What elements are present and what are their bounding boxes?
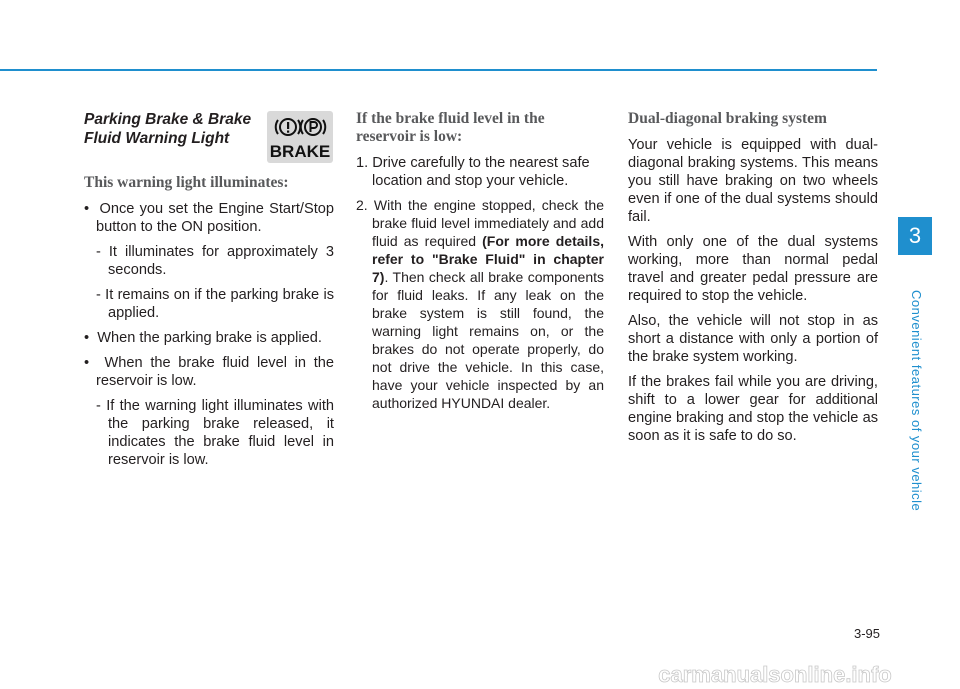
watermark-logo [590,664,960,686]
section-title: Parking Brake & Brake Fluid Warning Light [84,111,252,147]
list-item: - It remains on if the parking brake is applied. [96,287,334,321]
svg-text:carmanualsonline.info: carmanualsonline.info [658,664,892,686]
chapter-title: Convenient features of your vehicle [909,290,924,512]
list-item: 2. With the engine stopped, check the brake fluid level immediately and add fluid as required (For more details, refer to "Brake Fluid" in chapter 7). Then check all brake components for fluid leaks. If any leak on the brake system is still found, the warning light remains on, or the brakes do not operate properly, do not drive the vehicle. In this case, have your vehicle inspected by an authorized HYUNDAI dealer. [356,197,605,411]
column-right [628,110,878,452]
paragraph: If the brakes fail while you are driving, shift to a lower gear for additional engine braking and stop the vehicle as soon as it is safe to do so. [628,374,878,444]
column-middle [356,110,604,418]
paragraph: With only one of the dual systems working, more than normal pedal travel and greater pedal pressure are required to stop the vehicle. [628,234,878,304]
section-subhead: This warning light illuminates: [84,174,289,191]
section-heading: If the brake fluid level in the reservoir is low: [356,110,545,145]
paragraph: Also, the vehicle will not stop in as short a distance with only a portion of the brake system working. [628,313,878,365]
list-item: • When the brake fluid level in the reservoir is low. [84,355,334,389]
list-item: • When the parking brake is applied. [84,330,322,346]
brake-icon-label: BRAKE [269,142,331,161]
list-item: - It illuminates for approximately 3 seconds. [96,244,334,278]
chapter-tab: 3 [898,217,932,255]
brake-warning-icon [267,111,333,163]
paragraph: Your vehicle is equipped with dual-diagonal braking systems. This means you still have braking on two wheels even if one of the dual systems should fail. [628,137,878,225]
column-left [84,110,334,476]
list-item: - If the warning light illuminates with the parking brake released, it indicates the brake fluid level in reservoir is low. [96,398,334,468]
top-rule [0,69,877,71]
section-heading: Dual-diagonal braking system [628,110,827,127]
page-number: 3-95 [853,626,880,641]
list-item: 1. Drive carefully to the nearest safe location and stop your vehicle. [356,155,590,189]
list-item: • Once you set the Engine Start/Stop button to the ON position. [84,201,335,235]
